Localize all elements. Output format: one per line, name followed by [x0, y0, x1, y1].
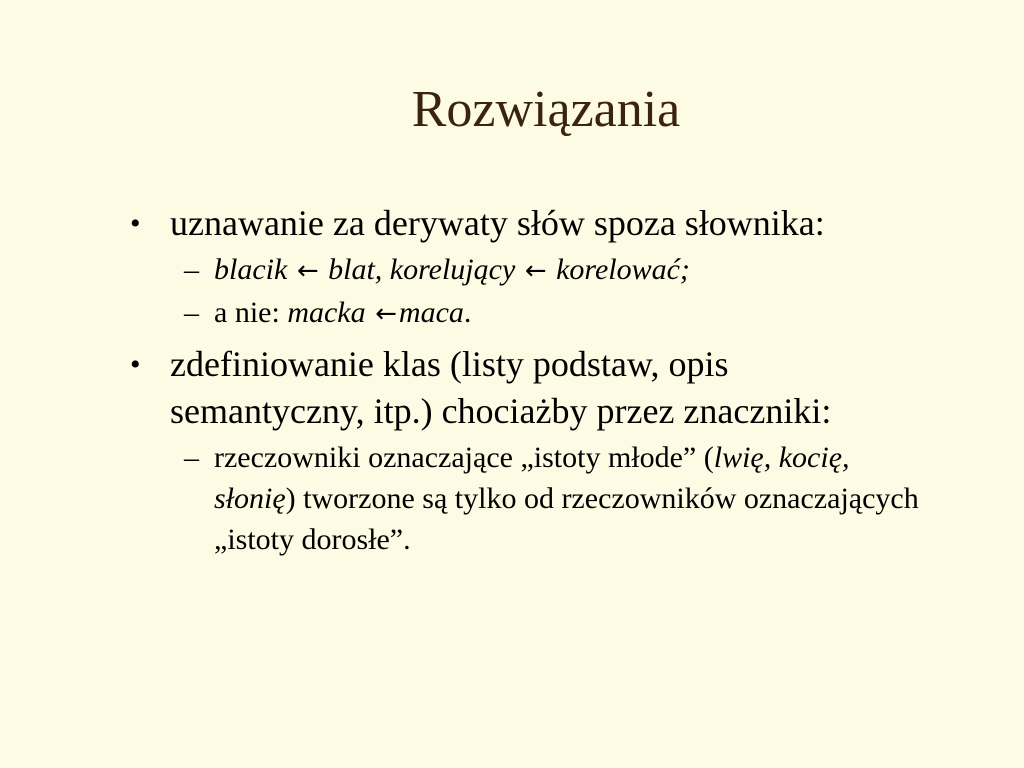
- sub-suffix: .: [463, 296, 472, 329]
- sub-item: [126, 249, 926, 292]
- left-arrow-icon: ←: [296, 256, 319, 286]
- sub-item: [126, 292, 926, 335]
- example-words: lwię, kocię, słonię: [214, 441, 850, 515]
- bullet-text: uznawanie za derywaty słów spoza słownika:: [170, 203, 825, 243]
- dash-marker: –: [184, 296, 199, 329]
- base-word: maca: [398, 296, 464, 329]
- base-word: blat,: [328, 253, 383, 286]
- bullet-item: [126, 341, 926, 435]
- derived-word: korelujący: [389, 253, 516, 286]
- sub-prefix: a nie:: [214, 296, 280, 329]
- derived-word: macka: [287, 296, 366, 329]
- bullet-item: [126, 200, 926, 247]
- dash-marker: –: [184, 253, 199, 286]
- sub-item: [126, 437, 926, 560]
- bullet-text: zdefiniowanie klas (listy podstaw, opis semantyczny, itp.) chociażby przez znaczniki:: [170, 344, 832, 431]
- bullet-marker: •: [130, 207, 141, 240]
- derived-word: blacik: [214, 253, 288, 286]
- bullet-marker: •: [130, 348, 141, 381]
- slide-title: Rozwiązania: [411, 81, 681, 138]
- slide-content: [126, 200, 926, 560]
- dash-marker: –: [184, 441, 199, 474]
- sub-text: rzeczowniki oznaczające „istoty młode” (: [214, 441, 714, 474]
- sub-text: ) tworzone są tylko od rzeczowników oznaczających „istoty dorosłe”.: [214, 482, 919, 556]
- left-arrow-icon: ←: [524, 256, 547, 286]
- left-arrow-icon: ←: [375, 299, 397, 329]
- base-word: korelować;: [556, 253, 690, 286]
